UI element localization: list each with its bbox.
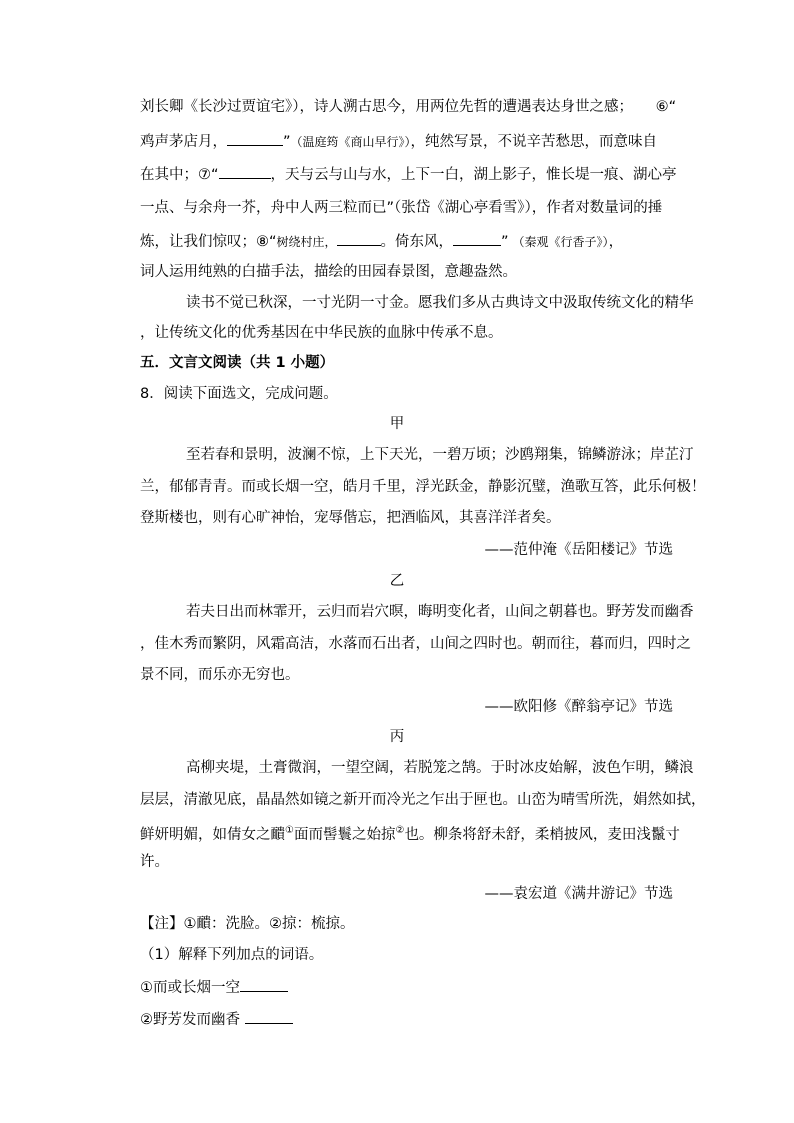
passage-jia-line: 至若春和景明，波澜不惊，上下天光，一碧万顷；沙鸥翔集，锦鳞游泳；岸芷汀 [186, 447, 694, 463]
passage-jia-line: 登斯楼也，则有心旷神怡，宠辱偕忘，把酒临风，其喜洋洋者矣。 [140, 510, 561, 526]
footnote-marker: ① [285, 825, 294, 836]
intro-line-6 [140, 262, 517, 282]
sub-question: （1）解释下列加点的词语。 [140, 947, 324, 963]
intro-line-2 [140, 131, 657, 152]
answer-blank[interactable] [337, 231, 381, 246]
intro-text: 读书不觉已秋深，一寸光阴一寸金。愿我们多从古典诗文中汲取传统文化的精华 [186, 295, 694, 311]
passage-yi-line: 若夫日出而林霏开，云归而岩穴暝，晦明变化者，山间之朝暮也。野芳发而幽香 [186, 604, 694, 620]
intro-text: 在其中；⑦“ [140, 167, 219, 183]
passage-jia-source: ——范仲淹《岳阳楼记》节选 [484, 542, 673, 558]
passage-bing-line: 层层，清澈见底，晶晶然如镜之新开而冷光之乍出于匣也。山峦为晴雪所洗，娟然如拭， [140, 792, 706, 808]
intro-text: ” [283, 134, 291, 150]
intro-line-1 [140, 97, 676, 117]
question-item-text: ②野芳发而幽香 [140, 1012, 245, 1028]
intro-text: 鸡声茅店月， [140, 134, 227, 150]
annotation-note: 【注】①靧：洗脸。②掠：梳掠。 [140, 916, 355, 932]
passage-text: 鲜妍明媚，如倩女之靧 [140, 826, 285, 843]
intro-text: 树绕村庄， [276, 235, 337, 249]
source-citation: （秦观《行香子》） [512, 235, 609, 249]
intro-text: ， [608, 234, 624, 250]
intro-line-5 [140, 231, 623, 252]
passage-jia-line: 兰，郁郁青青。而或长烟一空，皓月千里，浮光跃金，静影沉璧，渔歌互答，此乐何极！ [140, 479, 706, 495]
passage-bing-line [140, 821, 680, 845]
passage-yi-line: ，佳木秀而繁阴，风霜高洁，水落而石出者，山间之四时也。朝而往，暮而归，四时之 [140, 636, 691, 652]
intro-line-4 [140, 198, 662, 218]
passage-text: 面而髻鬟之始掠 [293, 826, 396, 843]
answer-blank[interactable] [245, 1009, 293, 1024]
answer-blank[interactable] [240, 977, 288, 992]
answer-blank[interactable] [227, 131, 283, 146]
passage-jia-title: 甲 [389, 416, 405, 432]
answer-blank[interactable] [453, 231, 501, 246]
passage-yi-source: ——欧阳修《醉翁亭记》节选 [484, 699, 673, 715]
intro-text: 炼，让我们惊叹；⑧“ [140, 234, 277, 250]
footnote-marker: ② [395, 825, 405, 836]
question-item [140, 977, 288, 998]
intro-line-3 [140, 164, 677, 185]
intro-text: ，纯然写景，不说辛苦愁思，而意味自 [410, 134, 658, 150]
question-header: 8．阅读下面选文，完成问题。 [140, 386, 338, 402]
passage-bing-title: 丙 [389, 729, 405, 745]
intro-text: ” [501, 234, 509, 250]
intro-text: 一点、与余舟一芥，舟中人两三粒而已”（张岱《湖心亭看雪》），作者对数量词的捶 [140, 200, 663, 216]
source-citation: （温庭筠《商山早行》） [290, 135, 411, 149]
passage-bing-line: 许。 [140, 854, 169, 870]
passage-yi-title: 乙 [389, 573, 405, 589]
passage-text: 也。柳条将舒未舒，柔梢披风，麦田浅鬣寸 [404, 826, 680, 843]
intro-line-8 [140, 323, 503, 343]
question-item-text: ①而或长烟一空 [140, 980, 240, 996]
intro-text: 词人运用纯熟的白描手法，描绘的田园春景图，意趣盎然。 [140, 264, 517, 280]
intro-text: 刘长卿《长沙过贾谊宅》），诗人溯古思今，用两位先哲的遭遇表达身世之感； [140, 99, 633, 115]
answer-blank[interactable] [219, 164, 271, 179]
intro-text: 。倚东风， [380, 234, 454, 250]
intro-text: ，让传统文化的优秀基因在中华民族的血脉中传承不息。 [140, 325, 503, 341]
question-item [140, 1009, 293, 1030]
passage-bing-source: ——袁宏道《满井游记》节选 [484, 886, 673, 902]
intro-text: ，天与云与山与水，上下一白，湖上影子，惟长堤一痕、湖心亭 [270, 167, 677, 183]
section-title: 五．文言文阅读（共 1 小题） [140, 355, 335, 371]
intro-line-7 [186, 293, 694, 313]
passage-bing-line: 高柳夹堤，土膏微润，一望空阔，若脱笼之鹄。于时冰皮始解，波色乍明，鳞浪 [186, 760, 694, 776]
intro-text: ⑥“ [655, 99, 677, 115]
passage-yi-line: 景不同，而乐亦无穷也。 [140, 667, 300, 683]
